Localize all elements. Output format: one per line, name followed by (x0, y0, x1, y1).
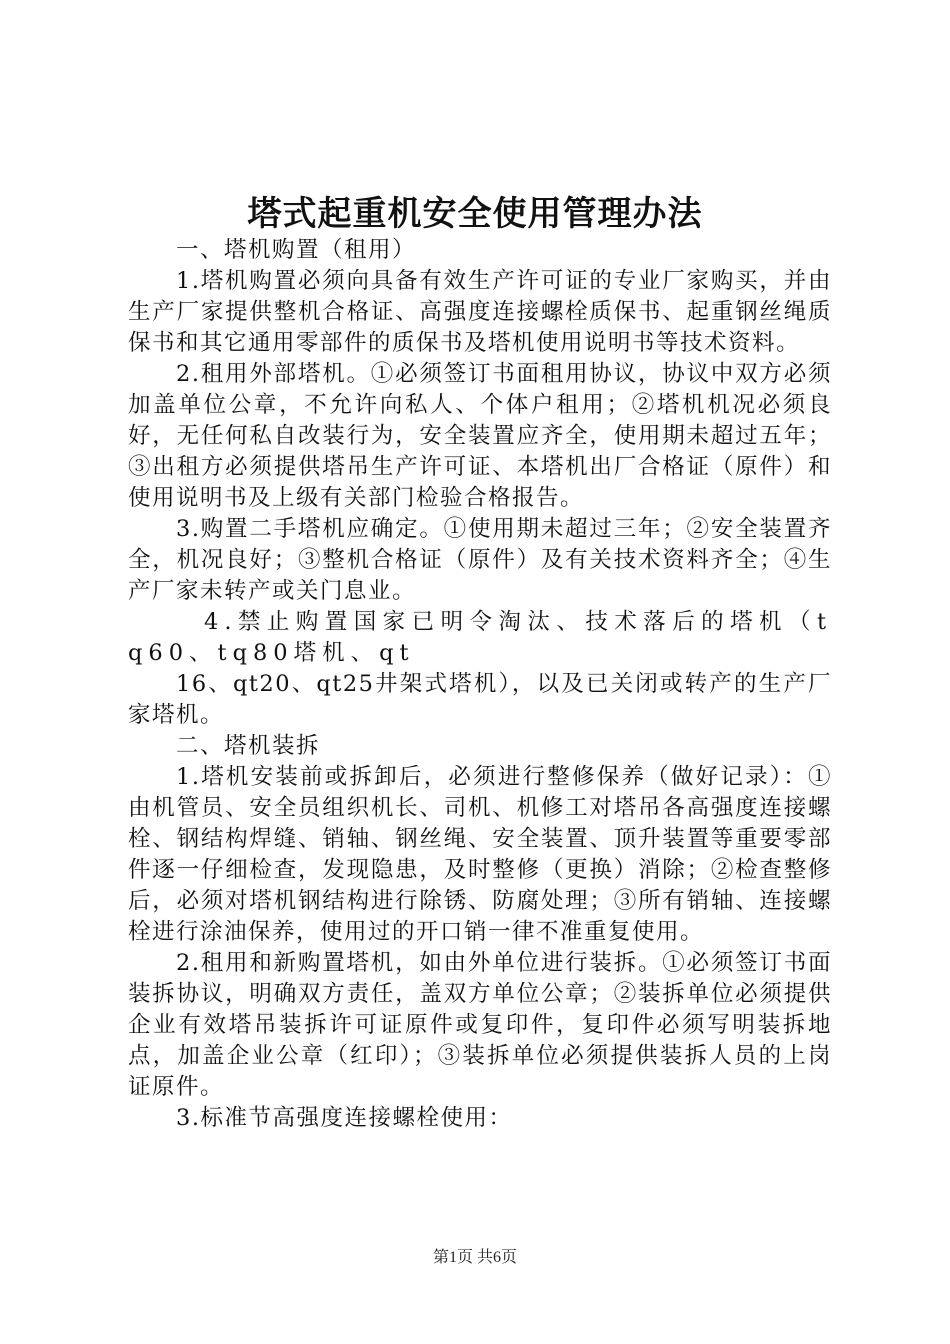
paragraph-2-3: 3.标准节高强度连接螺栓使用： (176, 1105, 513, 1131)
paragraph-2-2: 2.租用和新购置塔机，如由外单位进行装拆。①必须签订书面装拆协议，明确双方责任，盖双方单位公章；②装拆单位必须提供企业有效塔吊装拆许可证原件或复印件，复印件必须写明装拆地点，加盖企业公章（红印）；③装拆单位必须提供装拆人员的上岗证原件。 (128, 950, 832, 1100)
paragraph-1-4-continued: 16、qt20、qt25井架式塔机），以及已关闭或转产的生产厂家塔机。 (128, 671, 832, 728)
document-body (128, 235, 832, 1134)
paragraph-1-2: 2.租用外部塔机。①必须签订书面租用协议，协议中双方必须加盖单位公章，不允许向私人、个体户租用；②塔机机况必须良好，无任何私自改装行为，安全装置应齐全，使用期未超过五年；③出租方必须提供塔吊生产许可证、本塔机出厂合格证（原件）和使用说明书及上级有关部门检验合格报告。 (128, 361, 832, 511)
section-heading-1: 一、塔机购置（租用） (176, 237, 417, 263)
paragraph-1-4: 4.禁止购置国家已明令淘汰、技术落后的塔机（tq60、tq80塔机、qt (128, 609, 832, 666)
page-footer: 第1页 共6页 (432, 1249, 517, 1266)
paragraph-1-1: 1.塔机购置必须向具备有效生产许可证的专业厂家购买，并由生产厂家提供整机合格证、高强度连接螺栓质保书、起重钢丝绳质保书和其它通用零部件的质保书及塔机使用说明书等技术资料。 (128, 268, 832, 356)
paragraph-1-3: 3.购置二手塔机应确定。①使用期未超过三年；②安全装置齐全，机况良好；③整机合格证（原件）及有关技术资料齐全；④生产厂家未转产或关门息业。 (128, 516, 832, 604)
section-heading-2: 二、塔机装拆 (176, 733, 321, 759)
paragraph-2-1: 1.塔机安装前或拆卸后，必须进行整修保养（做好记录）：①由机管员、安全员组织机长、司机、机修工对塔吊各高强度连接螺栓、钢结构焊缝、销轴、钢丝绳、安全装置、顶升装置等重要零部件逐一仔细检查，发现隐患，及时整修（更换）消除；②检查整修后，必须对塔机钢结构进行除锈、防腐处理；③所有销轴、连接螺栓进行涂油保养，使用过的开口销一律不准重复使用。 (128, 764, 832, 945)
document-title: 塔式起重机安全使用管理办法 (247, 194, 703, 234)
